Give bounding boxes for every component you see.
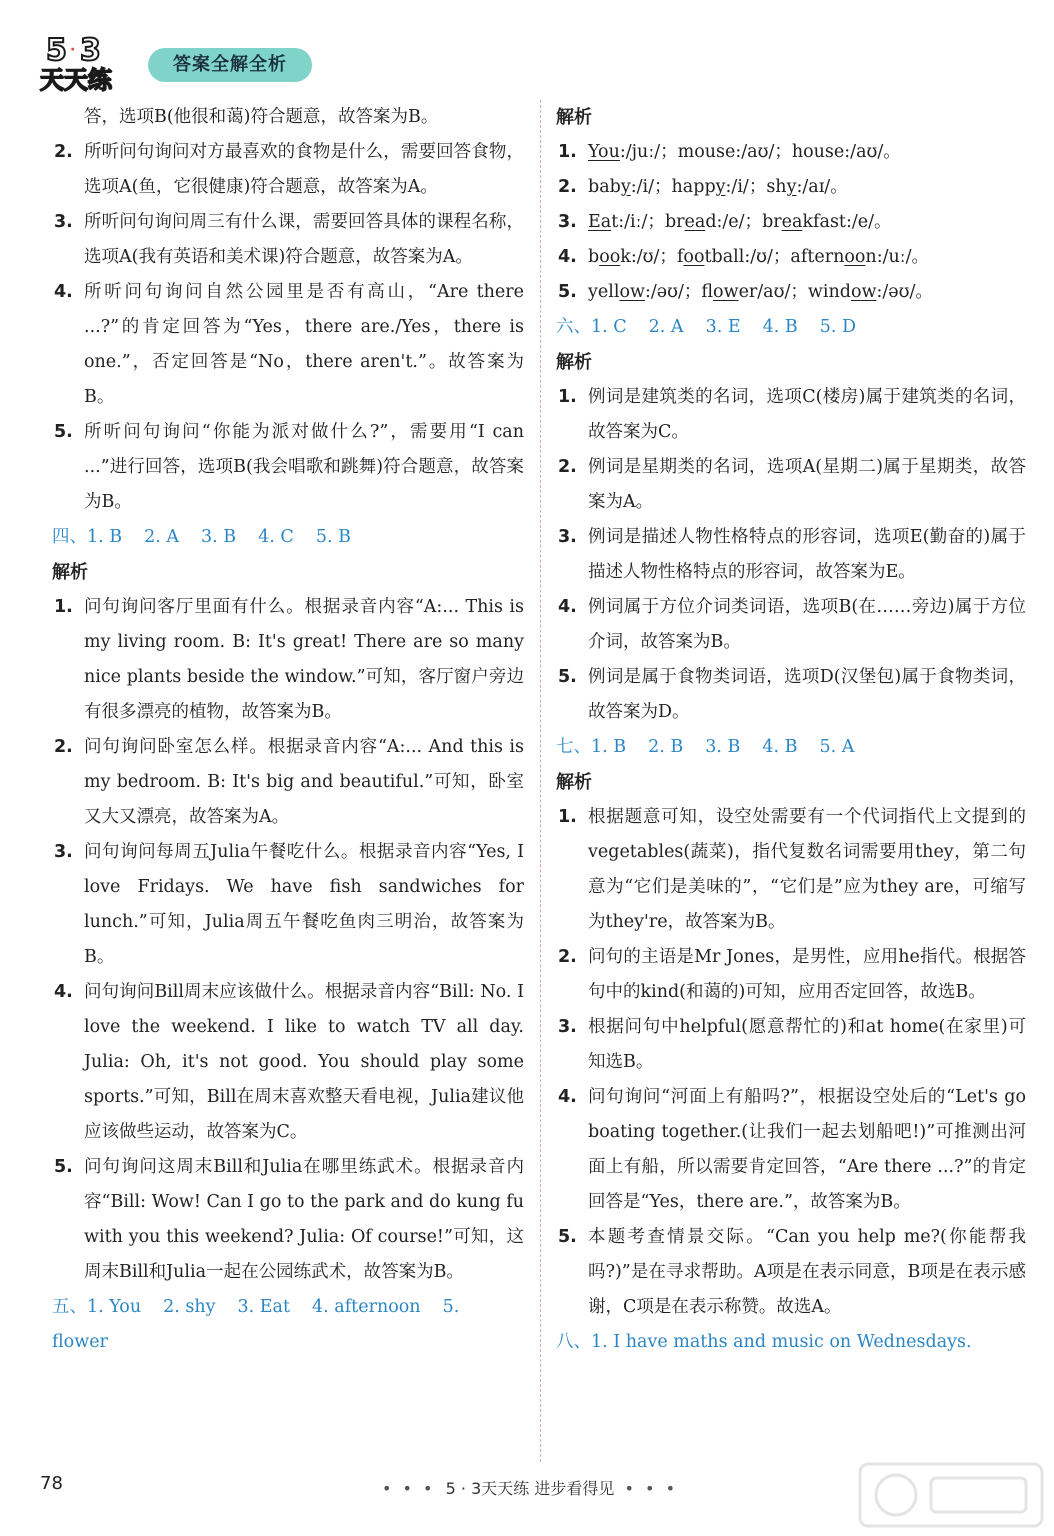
listening-explanations [52, 135, 524, 520]
answer-key: 1. B [591, 737, 627, 757]
answer-key: 2. shy [163, 1297, 216, 1317]
section-4-answers [52, 520, 524, 555]
answer-key: 3. E [705, 317, 741, 337]
phonics-item [556, 205, 1026, 240]
list-item [52, 730, 524, 835]
section-4-analysis-title: 解析 [52, 562, 88, 583]
section-5-answers [52, 1290, 524, 1360]
svg-text:5: 5 [46, 33, 67, 68]
phonics-text: k:/ʊ/； [620, 247, 677, 267]
item-number: 5. [54, 422, 73, 442]
watermark-logo [856, 1460, 1046, 1530]
item-number: 2. [558, 177, 577, 197]
phonics-text: yell [588, 282, 620, 302]
item-number: 3. [54, 212, 73, 232]
list-item [556, 380, 1026, 450]
item-text: 例词属于方位介词类词语，选项B(在……旁边)属于方位介词，故答案为B。 [588, 597, 1026, 652]
phonics-text: happ [671, 177, 716, 197]
section-8-answer [556, 1325, 1026, 1360]
item-text: 例词是星期类的名词，选项A(星期二)属于星期类，故答案为A。 [588, 457, 1026, 512]
footer-slogan [360, 1476, 700, 1499]
phonics-text: :/juː/； [619, 142, 678, 162]
phonics-text: aftern [790, 247, 845, 267]
underlined-letters: ow [850, 282, 877, 302]
item-number: 5. [558, 282, 577, 302]
item-text: 所听问句询问周三有什么课，需要回答具体的课程名称，选项A(我有英语和美术课)符合题意，故答案为A。 [84, 212, 524, 267]
answer-key: 4. B [762, 317, 798, 337]
svg-text:3: 3 [80, 33, 101, 68]
phonics-item [556, 275, 1026, 310]
section-8-prefix: 八、 [556, 1332, 591, 1352]
item-number: 2. [558, 457, 577, 477]
item-text: 所听问句询问“你能为派对做什么?”，需要用“I can ...”进行回答，选项B(我会唱歌和跳舞)符合题意，故答案为B。 [84, 422, 524, 512]
phonics-text: :/əʊ/。 [876, 282, 933, 302]
list-item [556, 1220, 1026, 1325]
phonics-text: tball:/ʊ/； [704, 247, 791, 267]
list-item [52, 590, 524, 730]
answer-key: 3. B [705, 737, 741, 757]
phonics-text: mouse [677, 142, 736, 162]
item-text: 例词是属于食物类词语，选项D(汉堡包)属于食物类词，故答案为D。 [588, 667, 1026, 722]
item-number: 5. [558, 667, 577, 687]
footer-dots-left: • • • [381, 1479, 436, 1498]
underlined-letters: y [786, 177, 797, 197]
section-5-prefix: 五、 [52, 1297, 87, 1317]
phonics-text: :/əʊ/； [644, 282, 702, 302]
section-6-analysis-title: 解析 [556, 352, 592, 373]
item-text: 问句询问“河面上有船吗?”，根据设空处后的“Let's go boating together.(让我们一起去划船吧!)”可推测出河面上有船，所以需要肯定回答，“Are there ...?”的肯定回答是“Yes，there are.”，故答案为B。 [588, 1087, 1026, 1212]
phonics-text: sh [766, 177, 787, 197]
underlined-letters: ea [684, 212, 706, 232]
phonics-explanations [556, 135, 1026, 310]
answer-key: 5. A [819, 737, 855, 757]
phonics-text: n:/uː/。 [865, 247, 930, 267]
svg-text:天天练: 天天练 [40, 66, 112, 94]
item-number: 4. [558, 1087, 577, 1107]
answer-key: 5. B [315, 527, 351, 547]
answer-key: 4. B [762, 737, 798, 757]
answer-key: 2. A [144, 527, 180, 547]
item-number: 3. [54, 842, 73, 862]
item-number: 3. [558, 212, 577, 232]
svg-text:·: · [70, 42, 76, 58]
answer-key: 1. B [87, 527, 123, 547]
phonics-analysis-title: 解析 [556, 107, 592, 128]
answer-key: 3. B [201, 527, 237, 547]
footer-slogan-text: 5 · 3天天练 进步看得见 [445, 1479, 615, 1498]
answer-key: 4. afternoon [312, 1297, 421, 1317]
list-item [52, 205, 524, 275]
section-4-explanations [52, 590, 524, 1290]
item-number: 1. [558, 807, 577, 827]
phonics-text: wind [807, 282, 851, 302]
underlined-letters: oo [599, 247, 621, 267]
item-number: 4. [54, 282, 73, 302]
phonics-text: :/aʊ/。 [844, 142, 901, 162]
phonics-item [556, 135, 1026, 170]
phonics-text: bab [588, 177, 621, 197]
list-item [556, 520, 1026, 590]
phonics-text: fl [701, 282, 714, 302]
item-text: 本题考查情景交际。“Can you help me?(你能帮我吗?)”是在寻求帮助。A项是在表示同意，B项是在表示感谢，C项是在表示称赞。故选A。 [588, 1227, 1026, 1317]
list-item [52, 835, 524, 975]
underlined-letters: ow [619, 282, 645, 302]
phonics-text: :/aʊ/； [735, 142, 792, 162]
item-number: 5. [54, 1157, 73, 1177]
answer-key: 2. B [648, 737, 684, 757]
underlined-letters: oo [683, 247, 705, 267]
phonics-text: br [762, 212, 782, 232]
left-column [52, 100, 524, 1360]
underlined-letters: y [715, 177, 726, 197]
item-number: 3. [558, 527, 577, 547]
logo-53-icon [36, 32, 166, 94]
list-item [556, 660, 1026, 730]
phonics-text: house [791, 142, 845, 162]
answer-key: 2. A [648, 317, 684, 337]
list-item [52, 1150, 524, 1290]
list-item [52, 275, 524, 415]
section-6-prefix: 六、 [556, 317, 591, 337]
phonics-text: :/i/； [725, 177, 767, 197]
section-4-prefix: 四、 [52, 527, 87, 547]
section-6-explanations [556, 380, 1026, 730]
underlined-letters: y [620, 177, 631, 197]
item-number: 4. [558, 247, 577, 267]
item-number: 2. [558, 947, 577, 967]
list-item [52, 135, 524, 205]
phonics-text: :/aɪ/。 [796, 177, 848, 197]
list-item [556, 590, 1026, 660]
item-number: 1. [558, 387, 577, 407]
item-text: 问句询问每周五Julia午餐吃什么。根据录音内容“Yes, I love Fridays. We have fish sandwiches for lunch.”可知，Julia周五午餐吃鱼肉三明治，故答案为B。 [84, 842, 524, 967]
answer-key: 4. C [258, 527, 294, 547]
item-number: 2. [54, 142, 73, 162]
item-number: 4. [558, 597, 577, 617]
phonics-text: er/aʊ/； [738, 282, 808, 302]
phonics-text: b [588, 247, 600, 267]
right-column [556, 100, 1026, 1360]
column-divider [540, 100, 541, 1462]
continuation-text: 答，选项B(他很和蔼)符合题意，故答案为B。 [84, 107, 439, 127]
underlined-letters: ow [713, 282, 739, 302]
answer-key: 5. flower [52, 1297, 460, 1352]
list-item [556, 800, 1026, 940]
section-6-answers [556, 310, 1026, 345]
item-number: 5. [558, 1227, 577, 1247]
underlined-letters: ea [781, 212, 803, 232]
item-text: 根据题意可知，设空处需要有一个代词指代上文提到的vegetables(蔬菜)，指代复数名词需要用they，第二句意为“它们是美味的”，“它们是”应为they are，可缩写为they're，故答案为B。 [588, 807, 1026, 932]
header-title-pill: 答案全解全析 [148, 48, 312, 82]
list-item [556, 940, 1026, 1010]
section-8-text: 1. I have maths and music on Wednesdays. [591, 1332, 972, 1352]
section-7-analysis-title: 解析 [556, 772, 592, 793]
answer-key: 1. You [87, 1297, 142, 1317]
phonics-item [556, 170, 1026, 205]
underlined-letters: You [588, 142, 620, 162]
item-text: 问句询问Bill周末应该做什么。根据录音内容“Bill: No. I love the weekend. I like to watch TV all day. Julia: Oh, it's not good. You should play some sports.”可知，Bill在周末喜欢整天看电视，Julia建议他应该做些运动，故答案为C。 [84, 982, 524, 1142]
item-text: 所听问句询问自然公园里是否有高山，“Are there ...?”的肯定回答为“Yes，there are./Yes，there is one.”，否定回答是“No，there aren't.”。故答案为B。 [84, 282, 524, 407]
list-item [52, 415, 524, 520]
item-text: 问句询问卧室怎么样。根据录音内容“A:... And this is my bedroom. B: It's big and beautiful.”可知，卧室又大又漂亮，故答案为A。 [84, 737, 524, 827]
answer-key: 5. D [819, 317, 857, 337]
section-7-explanations [556, 800, 1026, 1325]
footer-dots-right: • • • [624, 1479, 679, 1498]
phonics-text: d:/e/； [705, 212, 763, 232]
underlined-letters: Ea [588, 212, 612, 232]
item-text: 问句询问这周末Bill和Julia在哪里练武术。根据录音内容“Bill: Wow! Can I go to the park and do kung fu with you this weekend? Julia: Of course!”可知，这周末Bill和Julia一起在公园练武术，故答案为B。 [84, 1157, 524, 1282]
item-text: 例词是建筑类的名词，选项C(楼房)属于建筑类的名词，故答案为C。 [588, 387, 1026, 442]
phonics-item [556, 240, 1026, 275]
item-number: 4. [54, 982, 73, 1002]
phonics-text: f [676, 247, 684, 267]
section-7-prefix: 七、 [556, 737, 591, 757]
phonics-text: t:/iː/； [611, 212, 665, 232]
phonics-text: :/i/； [630, 177, 672, 197]
list-item [556, 1080, 1026, 1220]
item-number: 3. [558, 1017, 577, 1037]
item-number: 2. [54, 737, 73, 757]
item-text: 问句询问客厅里面有什么。根据录音内容“A:... This is my living room. B: It's great! There are so many nice plants beside the window.”可知，客厅窗户旁边有很多漂亮的植物，故答案为B。 [84, 597, 524, 722]
phonics-text: kfast:/e/。 [802, 212, 892, 232]
list-item [556, 1010, 1026, 1080]
answer-key: 3. Eat [237, 1297, 291, 1317]
item-text: 所听问句询问对方最喜欢的食物是什么，需要回答食物，选项A(鱼，它很健康)符合题意，故答案为A。 [84, 142, 524, 197]
item-text: 例词是描述人物性格特点的形容词，选项E(勤奋的)属于描述人物性格特点的形容词，故答案为E。 [588, 527, 1026, 582]
page-header [30, 28, 350, 98]
list-item [52, 975, 524, 1150]
item-text: 根据问句中helpful(愿意帮忙的)和at home(在家里)可知选B。 [588, 1017, 1026, 1072]
phonics-text: br [664, 212, 685, 232]
item-number: 1. [54, 597, 73, 617]
item-text: 问句的主语是Mr Jones，是男性，应用he指代。根据答句中的kind(和蔼的)可知，应用否定回答，故选B。 [588, 947, 1026, 1002]
answer-key: 1. C [591, 317, 627, 337]
underlined-letters: oo [844, 247, 866, 267]
list-item [556, 450, 1026, 520]
section-7-answers [556, 730, 1026, 765]
page-number: 78 [40, 1473, 63, 1494]
item-number: 1. [558, 142, 577, 162]
